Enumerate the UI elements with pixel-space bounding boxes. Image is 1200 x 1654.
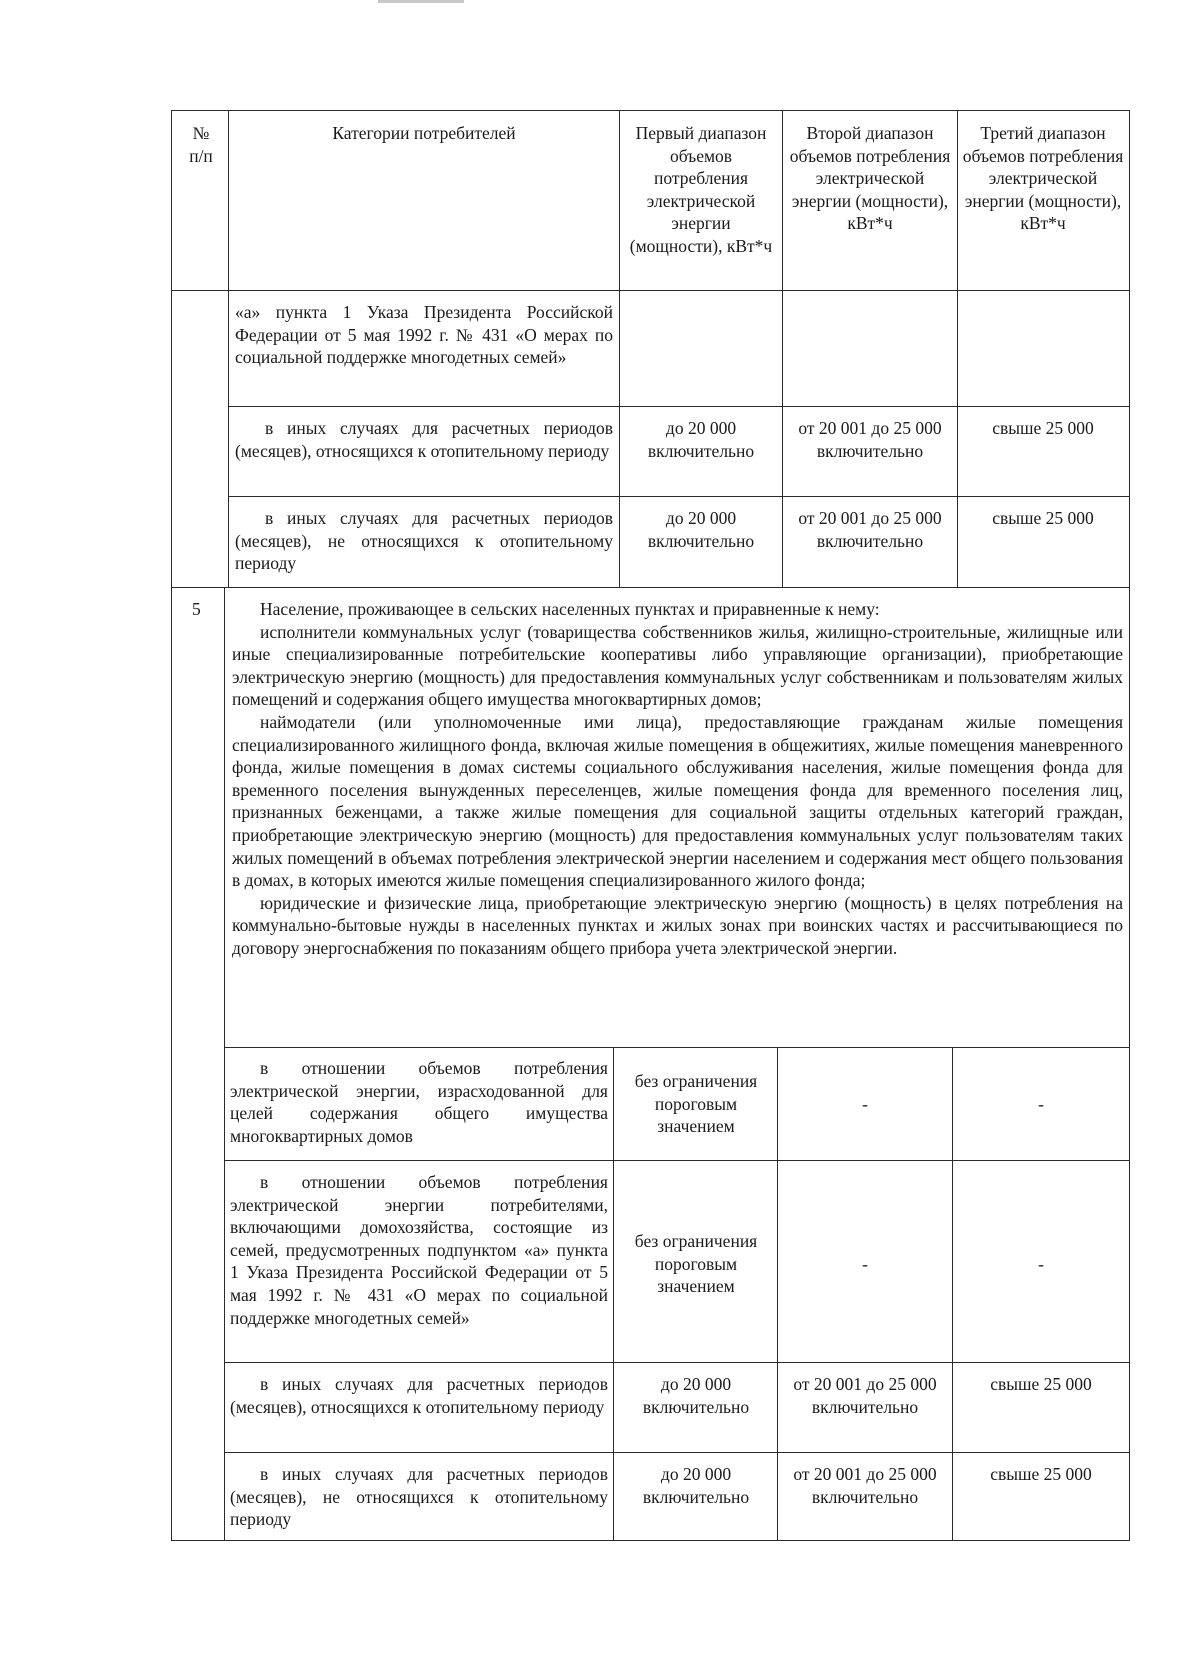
range-1-value: до 20 000 включительно [647, 508, 755, 551]
section-5-description [232, 598, 1123, 960]
row-category: в иных случаях для расчетных периодов (месяцев), не относящихся к отопительному периоду [235, 508, 613, 574]
range-3-value: свыше 25 000 [990, 1374, 1092, 1394]
range-2-value: от 20 001 до 25 000 включительно [798, 418, 942, 461]
paragraph: Население, проживающее в сельских населенных пунктах и приравненные к нему: [260, 599, 880, 619]
section-number: 5 [192, 599, 201, 619]
range-1-value: без ограничения пороговым значением [634, 1071, 758, 1137]
header-range-3: Третий диапазон объемов потребления электрической энергии (мощности), кВт*ч [962, 123, 1124, 234]
scan-artifact [378, 0, 464, 3]
range-1-value: до 20 000 включительно [647, 418, 755, 461]
range-1-value: до 20 000 включительно [642, 1464, 750, 1507]
range-3-value: - [1038, 1254, 1044, 1274]
row-category: в отношении объемов потребления электрической энергии потребителями, включающими домохозяйства, состоящие из семей, предусмотренных подпунктом «а» пункта 1 Указа Президента Российской Федерации от 5 мая 1992 г. № 431 «О мерах по социальной поддержке многодетных семей» [230, 1172, 608, 1328]
header-range-2: Второй диапазон объемов потребления электрической энергии (мощности), кВт*ч [789, 123, 951, 234]
range-2-value: от 20 001 до 25 000 включительно [793, 1374, 937, 1417]
paragraph: исполнители коммунальных услуг (товарищества собственников жилья, жилищно-строительные, жилищные или иные специализированные потребительские кооперативы либо управляющие организации), приобретающие электрическую энергию (мощность) для предоставления коммунальных услуг собственникам и пользователям жилых помещений и содержания общего имущества многоквартирных домов; [232, 621, 1123, 710]
row-category: в иных случаях для расчетных периодов (месяцев), не относящихся к отопительному периоду [230, 1464, 608, 1530]
range-1-value: до 20 000 включительно [642, 1374, 750, 1417]
range-3-value: - [1038, 1094, 1044, 1114]
header-num: № п/п [189, 123, 213, 166]
range-2-value: от 20 001 до 25 000 включительно [798, 508, 942, 551]
range-3-value: свыше 25 000 [990, 1464, 1092, 1484]
header-category: Категории потребителей [332, 123, 516, 143]
range-3-value: свыше 25 000 [992, 418, 1094, 438]
row-category: в отношении объемов потребления электрической энергии, израсходованной для целей содержания общего имущества многоквартирных домов [230, 1058, 608, 1146]
range-2-value: от 20 001 до 25 000 включительно [793, 1464, 937, 1507]
paragraph: юридические и физические лица, приобретающие электрическую энергию (мощность) в целях потребления на коммунально-бытовые нужды в населенных пунктах и жилых зонах при воинских частях и рассчитывающиеся по договору энергоснабжения по показаниям общего прибора учета электрической энергии. [232, 892, 1123, 958]
header-range-1: Первый диапазон объемов потребления электрической энергии (мощности), кВт*ч [629, 123, 773, 256]
range-2-value: - [862, 1254, 868, 1274]
row-category: в иных случаях для расчетных периодов (месяцев), относящихся к отопительному периоду [230, 1374, 608, 1417]
paragraph: наймодатели (или уполномоченные ими лица), предоставляющие гражданам жилые помещения специализированного жилищного фонда, включая жилые помещения в общежитиях, жилые помещения маневренного фонда, жилые помещения в домах системы социального обслуживания населения, жилые помещения фонда для временного поселения вынужденных переселенцев, жилые помещения фонда для временного поселения лиц, признанных беженцами, а также жилые помещения для социальной защиты отдельных категорий граждан, приобретающие электрическую энергию (мощность) для предоставления коммунальных услуг пользователям таких жилых помещений в объемах потребления электрической энергии населением и содержания мест общего пользования в домах, в которых имеются жилые помещения специализированного жилого фонда; [232, 711, 1123, 891]
range-1-value: без ограничения пороговым значением [634, 1231, 758, 1297]
range-2-value: - [862, 1094, 868, 1114]
row-category: в иных случаях для расчетных периодов (месяцев), относящихся к отопительному периоду [235, 418, 613, 461]
range-3-value: свыше 25 000 [992, 508, 1094, 528]
row-category: «а» пункта 1 Указа Президента Российской Федерации от 5 мая 1992 г. № 431 «О мерах по социальной поддержке многодетных семей» [235, 302, 613, 368]
